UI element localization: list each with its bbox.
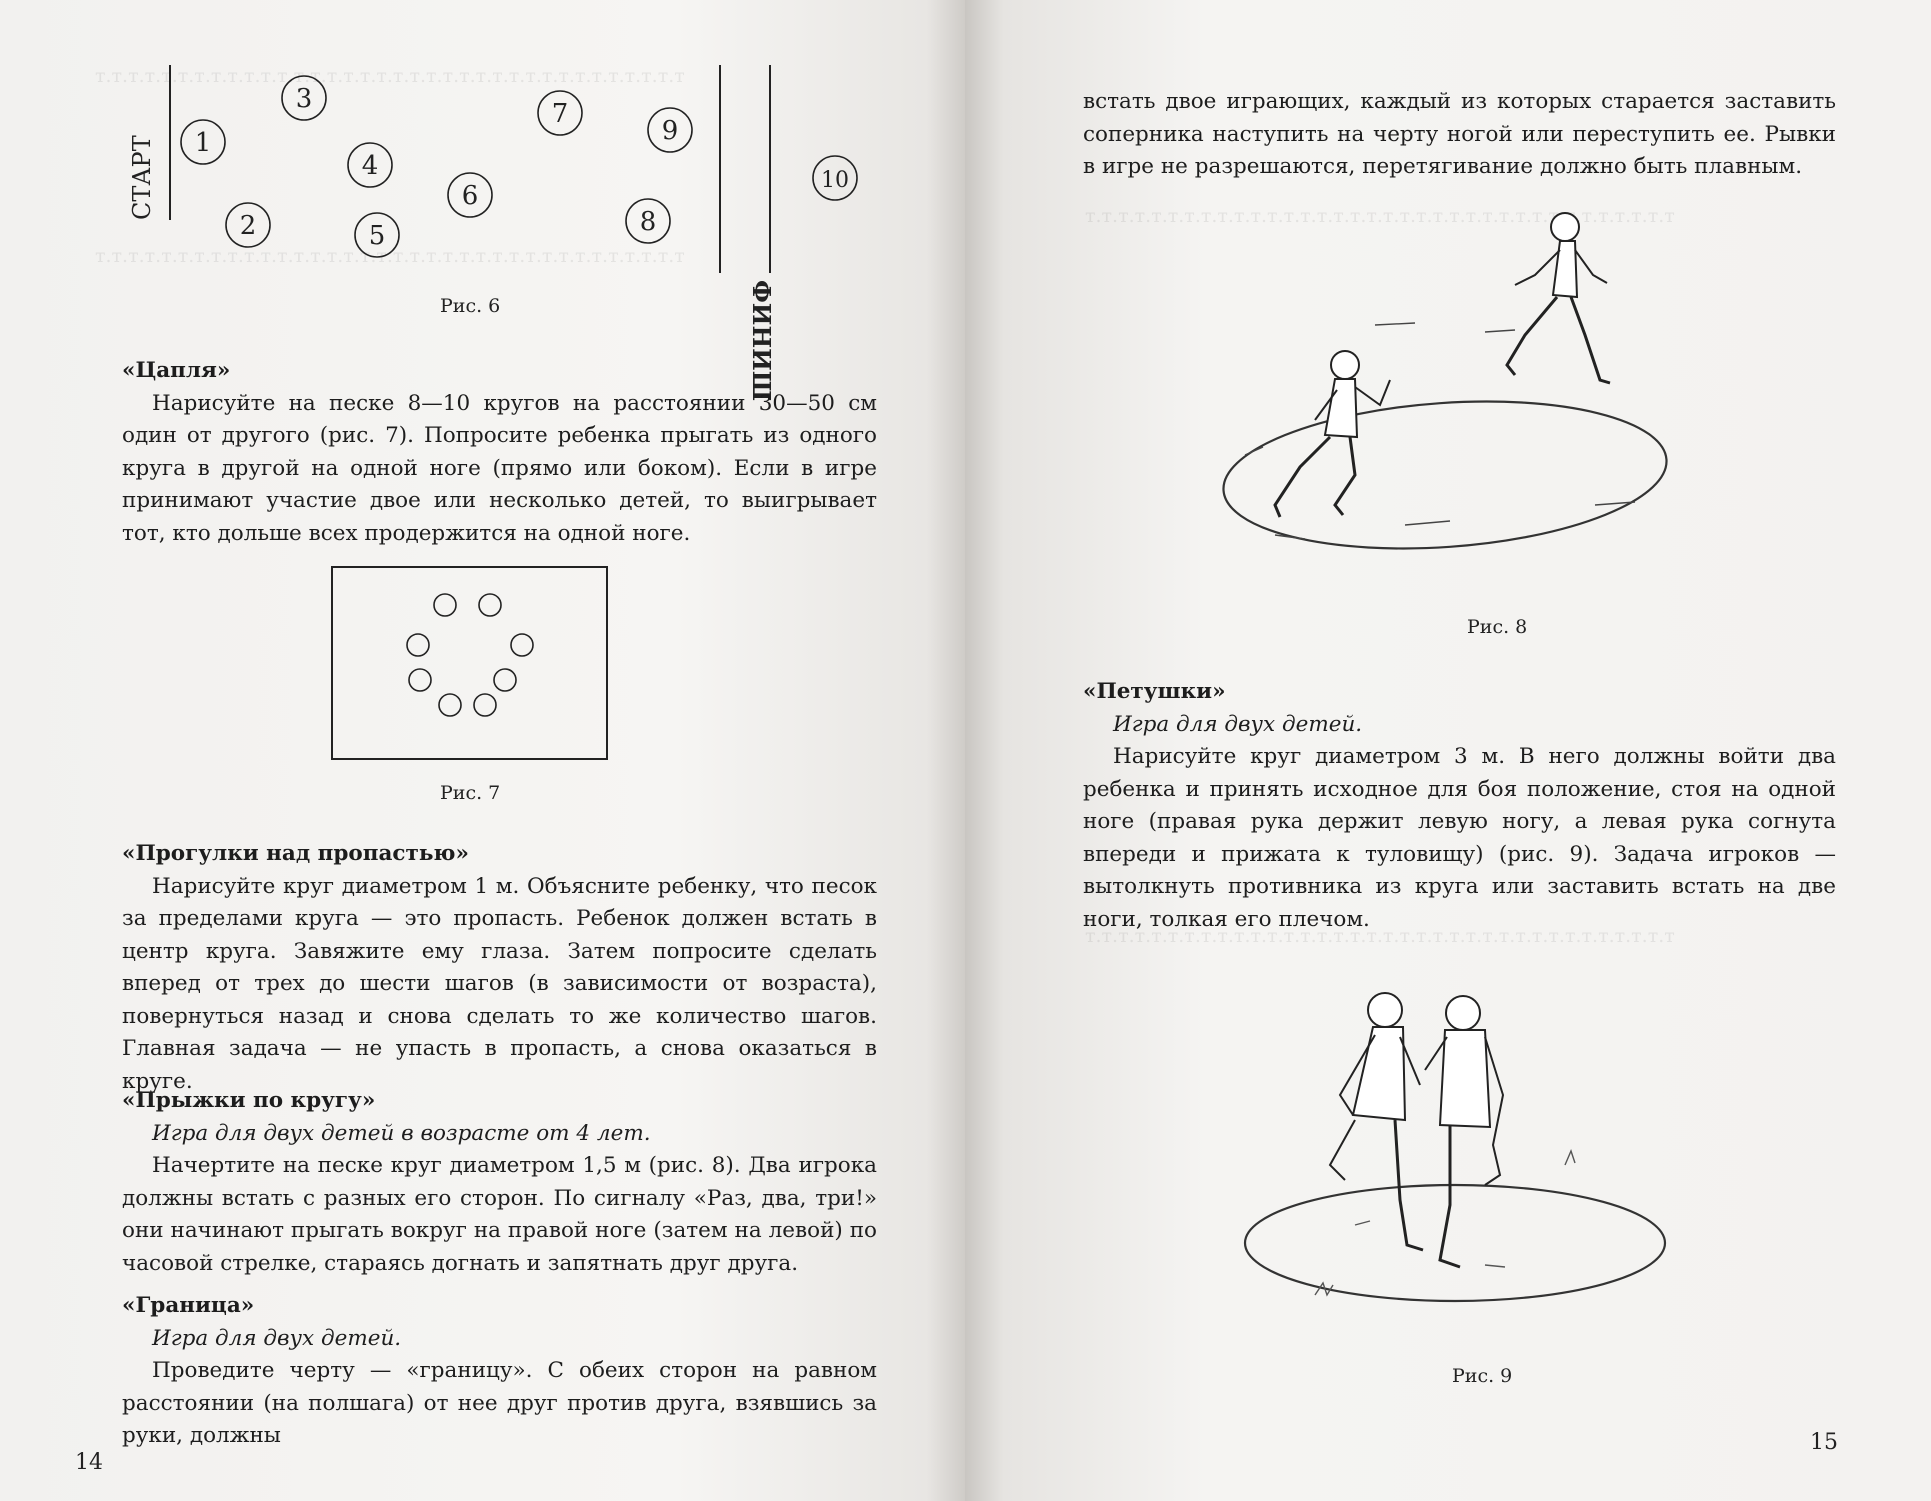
finish-label: ФИНИШ xyxy=(747,280,776,402)
jumps-subtitle: Игра для двух детей в возрасте от 4 лет. xyxy=(152,1120,651,1146)
sand-circle xyxy=(409,669,431,691)
border-subtitle: Игра для двух детей. xyxy=(152,1325,402,1351)
heron-body: Нарисуйте на песке 8—10 кругов на расстоянии 30—50 см один от другого (рис. 7). Попросите ребенка прыгать из одного круга в другой на одной ноге (прямо или боком). Если в игре принимают участие двое или несколько детей, то выигрывает тот, кто дольше всех продержится на одной ноге. xyxy=(122,390,877,546)
numbered-circle-5 xyxy=(355,213,399,257)
svg-text:2: 2 xyxy=(239,211,257,241)
border-section xyxy=(122,1290,877,1453)
page-number-right: 15 xyxy=(1810,1430,1838,1455)
svg-text:4: 4 xyxy=(361,151,379,181)
numbered-circle-7 xyxy=(538,91,582,135)
sand-circle xyxy=(511,634,533,656)
svg-text:6: 6 xyxy=(461,181,479,211)
numbered-circle-4 xyxy=(348,143,392,187)
figure-7-caption: Рис. 7 xyxy=(440,782,501,804)
border-title: «Граница» xyxy=(122,1293,255,1318)
right-page: т.т.т.т.т.т.т.т.т.т.т.т.т.т.т.т.т.т.т.т.т.т.т.т.т.т.т.т.т.т.т.т.т.т.т.т т.т.т.т.т.т.т.т.т.т.т.т.т.т.т.т.т.т.т.т.т.т.т.т.т.т.т.т.т.т.т.т.т.т.т.т встать двое играющих, каждый из которых старается заставить соперника наступить на черту ногой или переступить ее. Рывки в игре не разрешаются, перетягивание должно быть плавным. Рис. 8 «Петушки» Игра для двух детей. Нарисуйте круг диаметром 3 м. В него должны войти два ребенка и принять исходное для боя положение, стоя на одной ноге (правая рука держит левую ногу, а левая рука согнута впереди и прижата к туловищу) (рис. 9). Задача игроков — вытолкнуть противника из круга или заставить встать на две ноги, толкая его плечом. Рис. 9 15 xyxy=(965,0,1931,1501)
numbered-circle-3 xyxy=(282,76,326,120)
numbered-circle-10 xyxy=(813,156,857,200)
numbered-circle-6 xyxy=(448,173,492,217)
fight-circle xyxy=(1245,1185,1665,1301)
figure-7 xyxy=(330,565,610,765)
svg-text:9: 9 xyxy=(661,116,679,146)
sand-circle xyxy=(434,594,456,616)
roosters-title: «Петушки» xyxy=(1083,679,1226,704)
figure-8-caption: Рис. 8 xyxy=(1467,616,1528,638)
numbered-circle-1 xyxy=(181,120,225,164)
sand-circle xyxy=(494,669,516,691)
roosters-subtitle: Игра для двух детей. xyxy=(1113,711,1363,737)
left-page: т.т.т.т.т.т.т.т.т.т.т.т.т.т.т.т.т.т.т.т.т.т.т.т.т.т.т.т.т.т.т.т.т.т.т.т т.т.т.т.т.т.т.т.т.т.т.т.т.т.т.т.т.т.т.т.т.т.т.т.т.т.т.т.т.т.т.т.т.т.т.т СТАРТ ФИНИШ 1 2 3 4 5 6 7 8 9 10 Рис. 6 «Цапля» Нарисуйте на песке 8—10 кругов на расстоянии 30—50 см один от другого (рис. 7). Попросите ребенка прыгать из одного круга в другой на одной ноге (прямо или боком). Если в игре принимают участие двое или несколько детей, то выигрывает тот, кто дольше всех продержится на одной ноге. Рис. 7 «Прогулки над пропастью» Нарисуйте круг диаметром 1 м. Объясните ребенку, что песок за пределами круга — это пропасть. Ребенок должен встать в центр круга. Завяжите ему глаза. Затем попросите сделать вперед от трех до шести шагов (в зависимости от возраста), повернуться назад и снова сделать то же количество шагов. Главная задача — не упасть в пропасть, а снова оказаться в круге. «Прыжки по кругу» Игра для двух детей в возрасте от 4 лет. Начертите на песке круг диаметром 1,5 м (рис. 8). Два игрока должны встать с разных его сторон. По сигналу «Раз, два, три!» они начинают прыгать вокруг на правой ноге (затем на левой) по часовой стрелке, стараясь догнать и запятнать друг друга. «Граница» Игра для двух детей. Проведите черту — «границу». С обеих сторон на равном расстоянии (на полшага) от нее друг против друга, взявшись за руки, должны 14 xyxy=(0,0,965,1501)
abyss-section xyxy=(122,838,877,1098)
heron-title: «Цапля» xyxy=(122,358,231,383)
jumps-title: «Прыжки по кругу» xyxy=(122,1088,376,1113)
runner-boy-icon xyxy=(1507,213,1610,383)
abyss-title: «Прогулки над пропастью» xyxy=(122,841,469,866)
roosters-section xyxy=(1083,676,1836,936)
border-body: Проведите черту — «границу». С обеих сторон на равном расстоянии (на полшага) от нее друг против друга, взявшись за руки, должны xyxy=(122,1358,877,1448)
sand-circle xyxy=(439,694,461,716)
continuation-body: встать двое играющих, каждый из которых старается заставить соперника наступить на черту ногой или переступить ее. Рывки в игре не разрешаются, перетягивание должно быть плавным. xyxy=(1083,89,1836,179)
figure-9-caption: Рис. 9 xyxy=(1452,1365,1513,1387)
heron-section xyxy=(122,355,877,550)
numbered-circle-9 xyxy=(648,108,692,152)
start-label: СТАРТ xyxy=(128,135,156,220)
numbered-circle-2 xyxy=(226,203,270,247)
child-left-icon xyxy=(1330,993,1423,1250)
figure-6-caption: Рис. 6 xyxy=(440,295,501,317)
sand-circle xyxy=(407,634,429,656)
numbered-circle-8 xyxy=(626,199,670,243)
figure-9 xyxy=(1235,975,1675,1335)
svg-text:10: 10 xyxy=(821,168,849,193)
svg-text:1: 1 xyxy=(194,128,212,158)
roosters-body: Нарисуйте круг диаметром 3 м. В него должны войти два ребенка и принять исходное для боя положение, стоя на одной ноге (правая рука держит левую ногу, а левая рука согнута впереди и прижата к туловищу) (рис. 9). Задача игроков — вытолкнуть противника из круга или заставить встать на две ноги, толкая его плечом. xyxy=(1083,744,1836,932)
page-number-left: 14 xyxy=(75,1450,103,1475)
jumps-section xyxy=(122,1085,877,1280)
svg-text:3: 3 xyxy=(295,84,313,114)
runner-girl-icon xyxy=(1275,351,1390,517)
abyss-body: Нарисуйте круг диаметром 1 м. Объясните ребенку, что песок за пределами круга — это пропасть. Ребенок должен встать в центр круга. Завяжите ему глаза. Затем попросите сделать вперед от трех до шести шагов (в зависимости от возраста), повернуться назад и снова сделать то же количество шагов. Главная задача — не упасть в пропасть, а снова оказаться в круге. xyxy=(122,873,877,1094)
jumps-body: Начертите на песке круг диаметром 1,5 м (рис. 8). Два игрока должны встать с разных его сторон. По сигналу «Раз, два, три!» они начинают прыгать вокруг на правой ноге (затем на левой) по часовой стрелке, стараясь догнать и запятнать друг друга. xyxy=(122,1153,877,1276)
sand-circle xyxy=(474,694,496,716)
svg-text:7: 7 xyxy=(551,99,569,129)
continuation-text xyxy=(1083,86,1836,184)
child-right-icon xyxy=(1425,996,1503,1267)
svg-text:8: 8 xyxy=(639,207,657,237)
figure-8 xyxy=(1215,205,1695,595)
sand-circle xyxy=(479,594,501,616)
svg-text:5: 5 xyxy=(368,221,386,251)
